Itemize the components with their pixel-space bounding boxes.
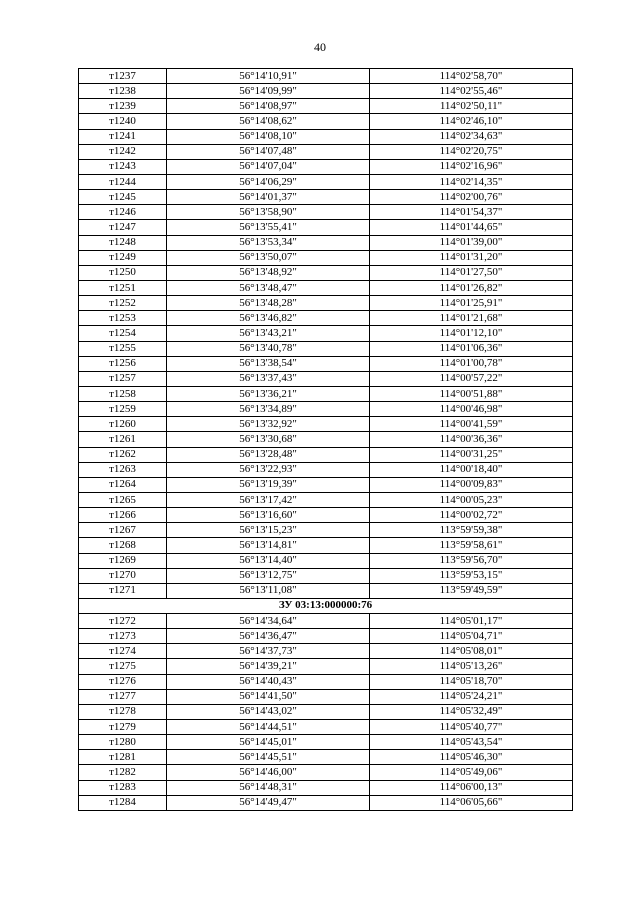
longitude-cell: 114°02'34,63": [370, 129, 573, 144]
latitude-cell: 56°13'17,42": [167, 492, 370, 507]
table-row: [79, 356, 573, 371]
point-id-cell: т1262: [79, 447, 167, 462]
point-id-cell: т1252: [79, 296, 167, 311]
table-row: [79, 402, 573, 417]
section-title: ЗУ 03:13:000000:76: [79, 598, 573, 613]
longitude-cell: 114°01'27,50": [370, 265, 573, 280]
table-row: [79, 69, 573, 84]
longitude-cell: 114°00'41,59": [370, 417, 573, 432]
point-id-cell: т1241: [79, 129, 167, 144]
point-id-cell: т1268: [79, 538, 167, 553]
latitude-cell: 56°14'07,04": [167, 159, 370, 174]
table-row: [79, 568, 573, 583]
longitude-cell: 114°05'24,21": [370, 689, 573, 704]
point-id-cell: т1276: [79, 674, 167, 689]
latitude-cell: 56°13'15,23": [167, 523, 370, 538]
longitude-cell: 113°59'59,38": [370, 523, 573, 538]
longitude-cell: 114°05'04,71": [370, 629, 573, 644]
longitude-cell: 114°00'46,98": [370, 402, 573, 417]
point-id-cell: т1247: [79, 220, 167, 235]
latitude-cell: 56°14'43,02": [167, 704, 370, 719]
table-row: [79, 99, 573, 114]
coordinates-group-after: [79, 614, 573, 811]
longitude-cell: 114°02'50,11": [370, 99, 573, 114]
latitude-cell: 56°13'32,92": [167, 417, 370, 432]
latitude-cell: 56°14'45,01": [167, 735, 370, 750]
longitude-cell: 114°05'32,49": [370, 704, 573, 719]
longitude-cell: 114°05'43,54": [370, 735, 573, 750]
longitude-cell: 114°00'51,88": [370, 386, 573, 401]
longitude-cell: 114°01'21,68": [370, 311, 573, 326]
table-row: [79, 614, 573, 629]
coordinates-table: [78, 68, 573, 811]
latitude-cell: 56°14'39,21": [167, 659, 370, 674]
longitude-cell: 114°02'58,70": [370, 69, 573, 84]
point-id-cell: т1256: [79, 356, 167, 371]
latitude-cell: 56°13'37,43": [167, 371, 370, 386]
table-row: [79, 296, 573, 311]
point-id-cell: т1271: [79, 583, 167, 598]
table-row: [79, 735, 573, 750]
table-row: [79, 250, 573, 265]
table-row: [79, 720, 573, 735]
longitude-cell: 114°05'13,26": [370, 659, 573, 674]
longitude-cell: 114°00'09,83": [370, 477, 573, 492]
point-id-cell: т1243: [79, 159, 167, 174]
latitude-cell: 56°14'01,37": [167, 190, 370, 205]
longitude-cell: 114°02'00,76": [370, 190, 573, 205]
point-id-cell: т1275: [79, 659, 167, 674]
longitude-cell: 114°02'16,96": [370, 159, 573, 174]
point-id-cell: т1279: [79, 720, 167, 735]
table-row: [79, 477, 573, 492]
latitude-cell: 56°13'30,68": [167, 432, 370, 447]
point-id-cell: т1280: [79, 735, 167, 750]
longitude-cell: 114°06'05,66": [370, 795, 573, 810]
latitude-cell: 56°13'48,28": [167, 296, 370, 311]
point-id-cell: т1249: [79, 250, 167, 265]
point-id-cell: т1272: [79, 614, 167, 629]
longitude-cell: 113°59'53,15": [370, 568, 573, 583]
table-row: [79, 311, 573, 326]
latitude-cell: 56°13'16,60": [167, 508, 370, 523]
point-id-cell: т1273: [79, 629, 167, 644]
latitude-cell: 56°13'36,21": [167, 386, 370, 401]
latitude-cell: 56°13'11,08": [167, 583, 370, 598]
latitude-cell: 56°13'28,48": [167, 447, 370, 462]
latitude-cell: 56°13'43,21": [167, 326, 370, 341]
point-id-cell: т1278: [79, 704, 167, 719]
table-row: [79, 780, 573, 795]
longitude-cell: 114°01'39,00": [370, 235, 573, 250]
longitude-cell: 114°02'14,35": [370, 174, 573, 189]
longitude-cell: 113°59'56,70": [370, 553, 573, 568]
longitude-cell: 114°00'05,23": [370, 492, 573, 507]
point-id-cell: т1261: [79, 432, 167, 447]
longitude-cell: 114°05'40,77": [370, 720, 573, 735]
point-id-cell: т1254: [79, 326, 167, 341]
latitude-cell: 56°14'10,91": [167, 69, 370, 84]
table-row: [79, 432, 573, 447]
latitude-cell: 56°14'41,50": [167, 689, 370, 704]
table-row: [79, 674, 573, 689]
point-id-cell: т1284: [79, 795, 167, 810]
table-row: [79, 447, 573, 462]
point-id-cell: т1242: [79, 144, 167, 159]
table-row: [79, 265, 573, 280]
longitude-cell: 114°06'00,13": [370, 780, 573, 795]
point-id-cell: т1282: [79, 765, 167, 780]
table-row: [79, 644, 573, 659]
latitude-cell: 56°13'53,34": [167, 235, 370, 250]
point-id-cell: т1248: [79, 235, 167, 250]
latitude-cell: 56°14'45,51": [167, 750, 370, 765]
longitude-cell: 114°05'49,06": [370, 765, 573, 780]
point-id-cell: т1269: [79, 553, 167, 568]
point-id-cell: т1237: [79, 69, 167, 84]
longitude-cell: 114°01'25,91": [370, 296, 573, 311]
longitude-cell: 114°05'08,01": [370, 644, 573, 659]
point-id-cell: т1264: [79, 477, 167, 492]
longitude-cell: 114°05'18,70": [370, 674, 573, 689]
longitude-cell: 114°05'01,17": [370, 614, 573, 629]
latitude-cell: 56°14'36,47": [167, 629, 370, 644]
point-id-cell: т1239: [79, 99, 167, 114]
point-id-cell: т1257: [79, 371, 167, 386]
point-id-cell: т1253: [79, 311, 167, 326]
table-row: [79, 492, 573, 507]
point-id-cell: т1263: [79, 462, 167, 477]
latitude-cell: 56°14'49,47": [167, 795, 370, 810]
point-id-cell: т1260: [79, 417, 167, 432]
table-row: [79, 417, 573, 432]
latitude-cell: 56°13'38,54": [167, 356, 370, 371]
longitude-cell: 114°02'46,10": [370, 114, 573, 129]
page-number: 40: [314, 40, 326, 54]
section-group: [79, 598, 573, 613]
table-row: [79, 371, 573, 386]
table-row: [79, 629, 573, 644]
longitude-cell: 114°01'06,36": [370, 341, 573, 356]
latitude-cell: 56°13'48,92": [167, 265, 370, 280]
table-row: [79, 326, 573, 341]
longitude-cell: 114°02'55,46": [370, 84, 573, 99]
point-id-cell: т1277: [79, 689, 167, 704]
point-id-cell: т1250: [79, 265, 167, 280]
latitude-cell: 56°14'34,64": [167, 614, 370, 629]
coordinates-group-before: [79, 69, 573, 599]
table-row: [79, 659, 573, 674]
point-id-cell: т1266: [79, 508, 167, 523]
table-row: [79, 795, 573, 810]
table-row: [79, 386, 573, 401]
point-id-cell: т1281: [79, 750, 167, 765]
table-row: [79, 174, 573, 189]
table-row: [79, 144, 573, 159]
table-row: [79, 765, 573, 780]
table-row: [79, 538, 573, 553]
section-header-row: [79, 598, 573, 613]
longitude-cell: 114°05'46,30": [370, 750, 573, 765]
latitude-cell: 56°13'19,39": [167, 477, 370, 492]
longitude-cell: 114°01'12,10": [370, 326, 573, 341]
point-id-cell: т1270: [79, 568, 167, 583]
latitude-cell: 56°14'08,62": [167, 114, 370, 129]
table-row: [79, 84, 573, 99]
point-id-cell: т1251: [79, 280, 167, 295]
latitude-cell: 56°13'55,41": [167, 220, 370, 235]
table-row: [79, 508, 573, 523]
table-row: [79, 462, 573, 477]
longitude-cell: 114°00'36,36": [370, 432, 573, 447]
latitude-cell: 56°13'50,07": [167, 250, 370, 265]
table-row: [79, 280, 573, 295]
point-id-cell: т1238: [79, 84, 167, 99]
longitude-cell: 114°00'18,40": [370, 462, 573, 477]
point-id-cell: т1245: [79, 190, 167, 205]
table-row: [79, 704, 573, 719]
latitude-cell: 56°13'46,82": [167, 311, 370, 326]
point-id-cell: т1283: [79, 780, 167, 795]
point-id-cell: т1258: [79, 386, 167, 401]
latitude-cell: 56°14'44,51": [167, 720, 370, 735]
latitude-cell: 56°13'48,47": [167, 280, 370, 295]
longitude-cell: 114°01'54,37": [370, 205, 573, 220]
longitude-cell: 114°01'31,20": [370, 250, 573, 265]
longitude-cell: 113°59'58,61": [370, 538, 573, 553]
longitude-cell: 114°01'00,78": [370, 356, 573, 371]
table-row: [79, 689, 573, 704]
latitude-cell: 56°14'07,48": [167, 144, 370, 159]
latitude-cell: 56°13'34,89": [167, 402, 370, 417]
latitude-cell: 56°13'40,78": [167, 341, 370, 356]
latitude-cell: 56°13'22,93": [167, 462, 370, 477]
point-id-cell: т1265: [79, 492, 167, 507]
latitude-cell: 56°14'37,73": [167, 644, 370, 659]
latitude-cell: 56°14'48,31": [167, 780, 370, 795]
table-row: [79, 220, 573, 235]
longitude-cell: 114°00'02,72": [370, 508, 573, 523]
latitude-cell: 56°13'12,75": [167, 568, 370, 583]
table-row: [79, 129, 573, 144]
longitude-cell: 114°00'57,22": [370, 371, 573, 386]
longitude-cell: 114°01'44,65": [370, 220, 573, 235]
table-row: [79, 205, 573, 220]
point-id-cell: т1259: [79, 402, 167, 417]
table-row: [79, 553, 573, 568]
table-row: [79, 114, 573, 129]
point-id-cell: т1246: [79, 205, 167, 220]
latitude-cell: 56°13'58,90": [167, 205, 370, 220]
table-row: [79, 190, 573, 205]
longitude-cell: 113°59'49,59": [370, 583, 573, 598]
point-id-cell: т1244: [79, 174, 167, 189]
table-row: [79, 583, 573, 598]
table-row: [79, 341, 573, 356]
latitude-cell: 56°14'09,99": [167, 84, 370, 99]
table-row: [79, 750, 573, 765]
latitude-cell: 56°13'14,81": [167, 538, 370, 553]
latitude-cell: 56°14'06,29": [167, 174, 370, 189]
longitude-cell: 114°02'20,75": [370, 144, 573, 159]
longitude-cell: 114°01'26,82": [370, 280, 573, 295]
latitude-cell: 56°14'08,10": [167, 129, 370, 144]
latitude-cell: 56°13'14,40": [167, 553, 370, 568]
point-id-cell: т1255: [79, 341, 167, 356]
latitude-cell: 56°14'40,43": [167, 674, 370, 689]
table-row: [79, 159, 573, 174]
point-id-cell: т1240: [79, 114, 167, 129]
point-id-cell: т1274: [79, 644, 167, 659]
longitude-cell: 114°00'31,25": [370, 447, 573, 462]
table-row: [79, 235, 573, 250]
latitude-cell: 56°14'08,97": [167, 99, 370, 114]
latitude-cell: 56°14'46,00": [167, 765, 370, 780]
point-id-cell: т1267: [79, 523, 167, 538]
table-row: [79, 523, 573, 538]
